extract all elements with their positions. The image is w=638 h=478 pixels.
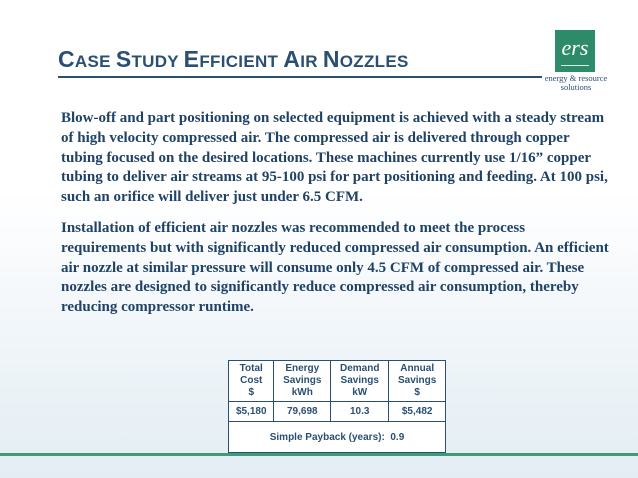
header-demand-savings: Demand Savings kW — [331, 361, 389, 402]
value-demand-savings: 10.3 — [331, 402, 389, 422]
ers-logo-icon — [555, 30, 595, 72]
slide-body — [61, 109, 609, 329]
logo-tagline-line2: solutions — [560, 82, 592, 92]
footer-divider — [0, 453, 638, 456]
simple-payback — [229, 422, 446, 453]
logo-tagline — [541, 74, 611, 92]
title-word-1: CASE — [58, 46, 111, 72]
header-total-cost: Total Cost $ — [229, 361, 274, 402]
title-word-3: EFFICIENT — [183, 46, 279, 72]
value-total-cost: $5,180 — [229, 402, 274, 422]
slide-title — [58, 46, 409, 73]
savings-table-payback-row — [229, 422, 446, 453]
header-annual-savings: Annual Savings $ — [389, 361, 446, 402]
paragraph-current-method: Blow-off and part positioning on selected equipment is achieved with a steady stream of high velocity compressed air. The compressed air is delivered through copper tubing focused on the desired locations. These machines currently use 1/16” copper tubing to deliver air streams at 95-100 psi for part positioning and feeding. At 100 psi, such an orifice will deliver just under 6.5 CFM. — [61, 110, 608, 206]
savings-table — [228, 360, 446, 453]
title-underline — [58, 76, 542, 78]
header-energy-savings: Energy Savings kWh — [274, 361, 331, 402]
savings-table-value-row — [229, 402, 446, 422]
title-word-2: STUDY — [115, 46, 179, 72]
savings-table-header-row — [229, 361, 446, 402]
payback-label: Simple Payback (years): — [269, 431, 385, 443]
title-word-4: AIR — [283, 46, 318, 72]
logo-tagline-line1: energy & resource — [544, 73, 608, 83]
paragraph-recommendation: Installation of efficient air nozzles was recommended to meet the process requirements but with significantly reduced compressed air consumption. An efficient air nozzle at similar pressure will consume only 4.5 CFM of compressed air. These nozzles are designed to significantly reduce compressed air consumption, thereby reducing compressor runtime. — [61, 219, 609, 316]
value-energy-savings: 79,698 — [274, 402, 331, 422]
payback-value: 0.9 — [390, 431, 405, 443]
value-annual-savings: $5,482 — [389, 402, 446, 422]
logo-mark: ers — [561, 35, 589, 60]
title-word-5: NOZZLES — [322, 46, 409, 72]
